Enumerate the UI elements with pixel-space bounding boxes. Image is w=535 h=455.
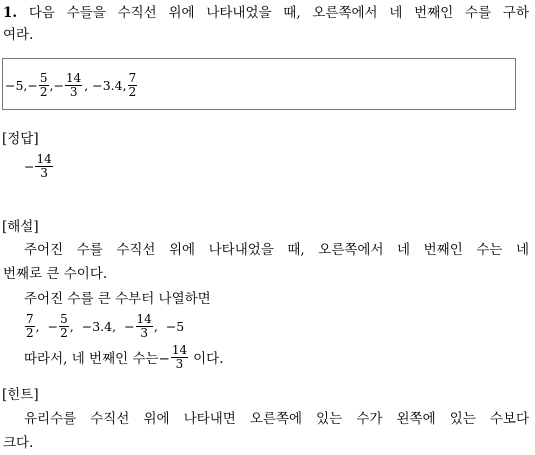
ordered-minus: − [124,318,135,334]
ordered-value: −3.4, [81,318,117,334]
fraction-numerator: 14 [36,151,52,166]
given-minus: − [53,77,64,93]
fraction-denominator: 2 [60,325,68,340]
answer-minus: − [24,158,35,174]
explanation-line-1: 주어진 수를 수직선 위에 나타내었을 때, 오른쪽에서 네 번째인 수는 네 [24,242,529,258]
hint-line-2: 크다. [3,435,34,451]
fraction-denominator: 2 [26,325,34,340]
conclusion-text: 이다. [193,351,224,367]
fraction-denominator: 3 [171,357,188,371]
explanation-line-2: 번째로 큰 수이다. [3,266,108,282]
ordered-value: −5 [165,318,185,334]
given-comma: , [49,77,54,93]
fraction-numerator: 5 [60,311,68,326]
given-fraction [65,72,82,99]
ordered-fraction [136,313,153,340]
hint-label: [힌트] [2,387,39,403]
conclusion-text: 따라서, 네 번째인 수는− [24,351,170,367]
ordered-fraction [25,313,35,340]
fraction-denominator: 3 [65,85,82,99]
explanation-line-3: 주어진 수를 큰 수부터 나열하면 [24,291,211,307]
given-minus: − [27,77,38,93]
given-value: −5, [5,77,28,93]
given-fraction [128,72,138,99]
given-value: , −3.4, [84,77,127,93]
answer-value [24,148,54,184]
conclusion-fraction [171,344,188,371]
ordered-fraction [59,313,69,340]
fraction-denominator: 3 [35,166,52,180]
question-number: 1. [3,5,18,21]
ordered-separator: , [153,318,158,334]
hint-line-1: 유리수를 수직선 위에 나타내면 오른쪽에 있는 수가 왼쪽에 있는 수보다 [24,411,529,427]
explanation-conclusion [24,338,224,376]
given-numbers [5,68,138,102]
ordered-minus: − [47,318,59,334]
answer-fraction [35,153,52,180]
fraction-denominator: 2 [39,84,48,99]
ordered-separator: , [69,318,74,334]
question-line-1 [3,3,529,23]
fraction-numerator: 14 [171,342,188,357]
fraction-numerator: 5 [39,70,48,85]
fraction-numerator: 14 [66,70,82,85]
question-text-2: 여라. [3,27,34,43]
question-text-1: 다음 수들을 수직선 위에 나타내었을 때, 오른쪽에서 네 번째인 수를 구하 [28,5,529,21]
answer-label: [정답] [2,131,39,147]
fraction-numerator: 14 [136,311,152,326]
fraction-numerator: 7 [26,311,34,326]
fraction-denominator: 2 [128,84,137,99]
given-fraction [39,72,49,99]
fraction-numerator: 7 [128,70,137,85]
explanation-label: [해설] [2,219,39,235]
ordered-separator: , [35,318,40,334]
fraction-denominator: 3 [136,326,153,340]
